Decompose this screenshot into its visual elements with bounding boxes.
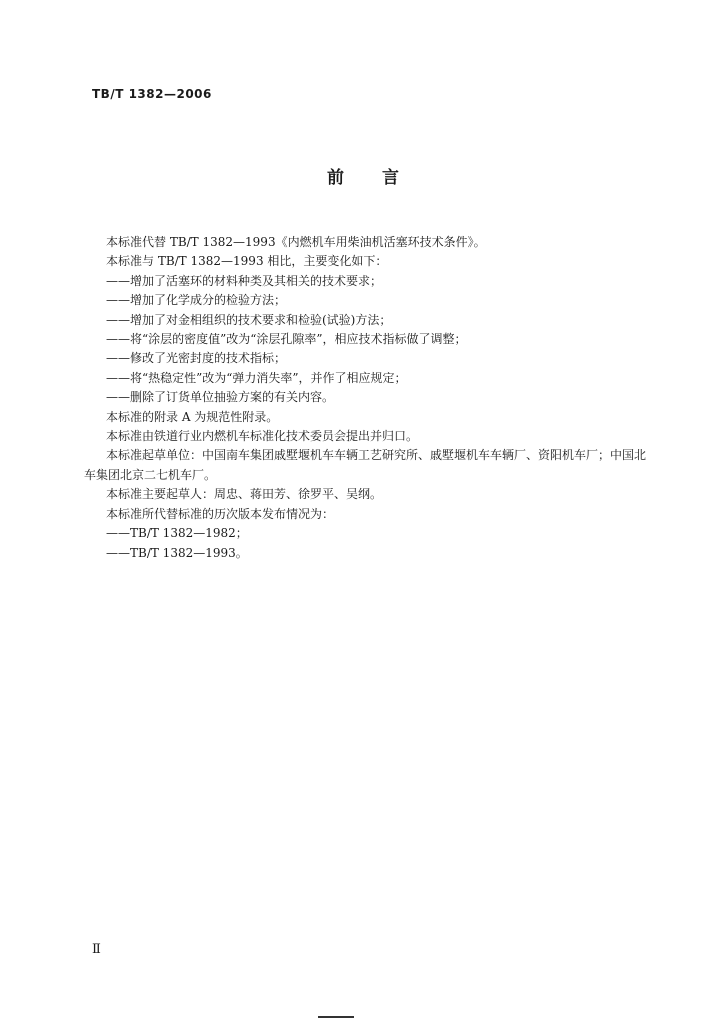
scan-mark bbox=[318, 1016, 354, 1018]
list-item: ——将“热稳定性”改为“弹力消失率”，并作了相应规定； bbox=[106, 370, 407, 385]
paragraph: 本标准所代替标准的历次版本发布情况为： bbox=[106, 506, 335, 521]
list-item: ——增加了活塞环的材料种类及其相关的技术要求； bbox=[106, 273, 383, 288]
body-text bbox=[84, 233, 654, 563]
list-item: ——将“涂层的密度值”改为“涂层孔隙率”，相应技术指标做了调整； bbox=[106, 332, 467, 347]
list-item: ——增加了化学成分的检验方法； bbox=[106, 293, 287, 308]
list-item: ——删除了订货单位抽验方案的有关内容。 bbox=[106, 390, 335, 405]
paragraph: 本标准与 TB/T 1382—1993 相比，主要变化如下： bbox=[106, 254, 388, 269]
list-item: ——增加了对金相组织的技术要求和检验(试验)方法； bbox=[106, 312, 392, 327]
standard-code: TB/T 1382—2006 bbox=[92, 87, 212, 101]
paragraph-drafting-units: 本标准起草单位：中国南车集团戚墅堰机车车辆工艺研究所、戚墅堰机车车辆厂、资阳机车厂；中国北车集团北京二七机车厂。 bbox=[84, 448, 647, 482]
page-title: 前言 bbox=[327, 168, 437, 188]
list-item: ——修改了光密封度的技术指标； bbox=[106, 351, 287, 366]
list-item: ——TB/T 1382—1982； bbox=[106, 526, 248, 541]
page-number: Ⅱ bbox=[92, 942, 101, 957]
paragraph: 本标准主要起草人：周忠、蒋田芳、徐罗平、吴纲。 bbox=[106, 487, 383, 502]
paragraph: 本标准由铁道行业内燃机车标准化技术委员会提出并归口。 bbox=[106, 429, 419, 444]
list-item: ——TB/T 1382—1993。 bbox=[106, 545, 248, 560]
paragraph: 本标准代替 TB/T 1382—1993《内燃机车用柴油机活塞环技术条件》。 bbox=[106, 235, 486, 249]
paragraph: 本标准的附录 A 为规范性附录。 bbox=[106, 409, 279, 424]
